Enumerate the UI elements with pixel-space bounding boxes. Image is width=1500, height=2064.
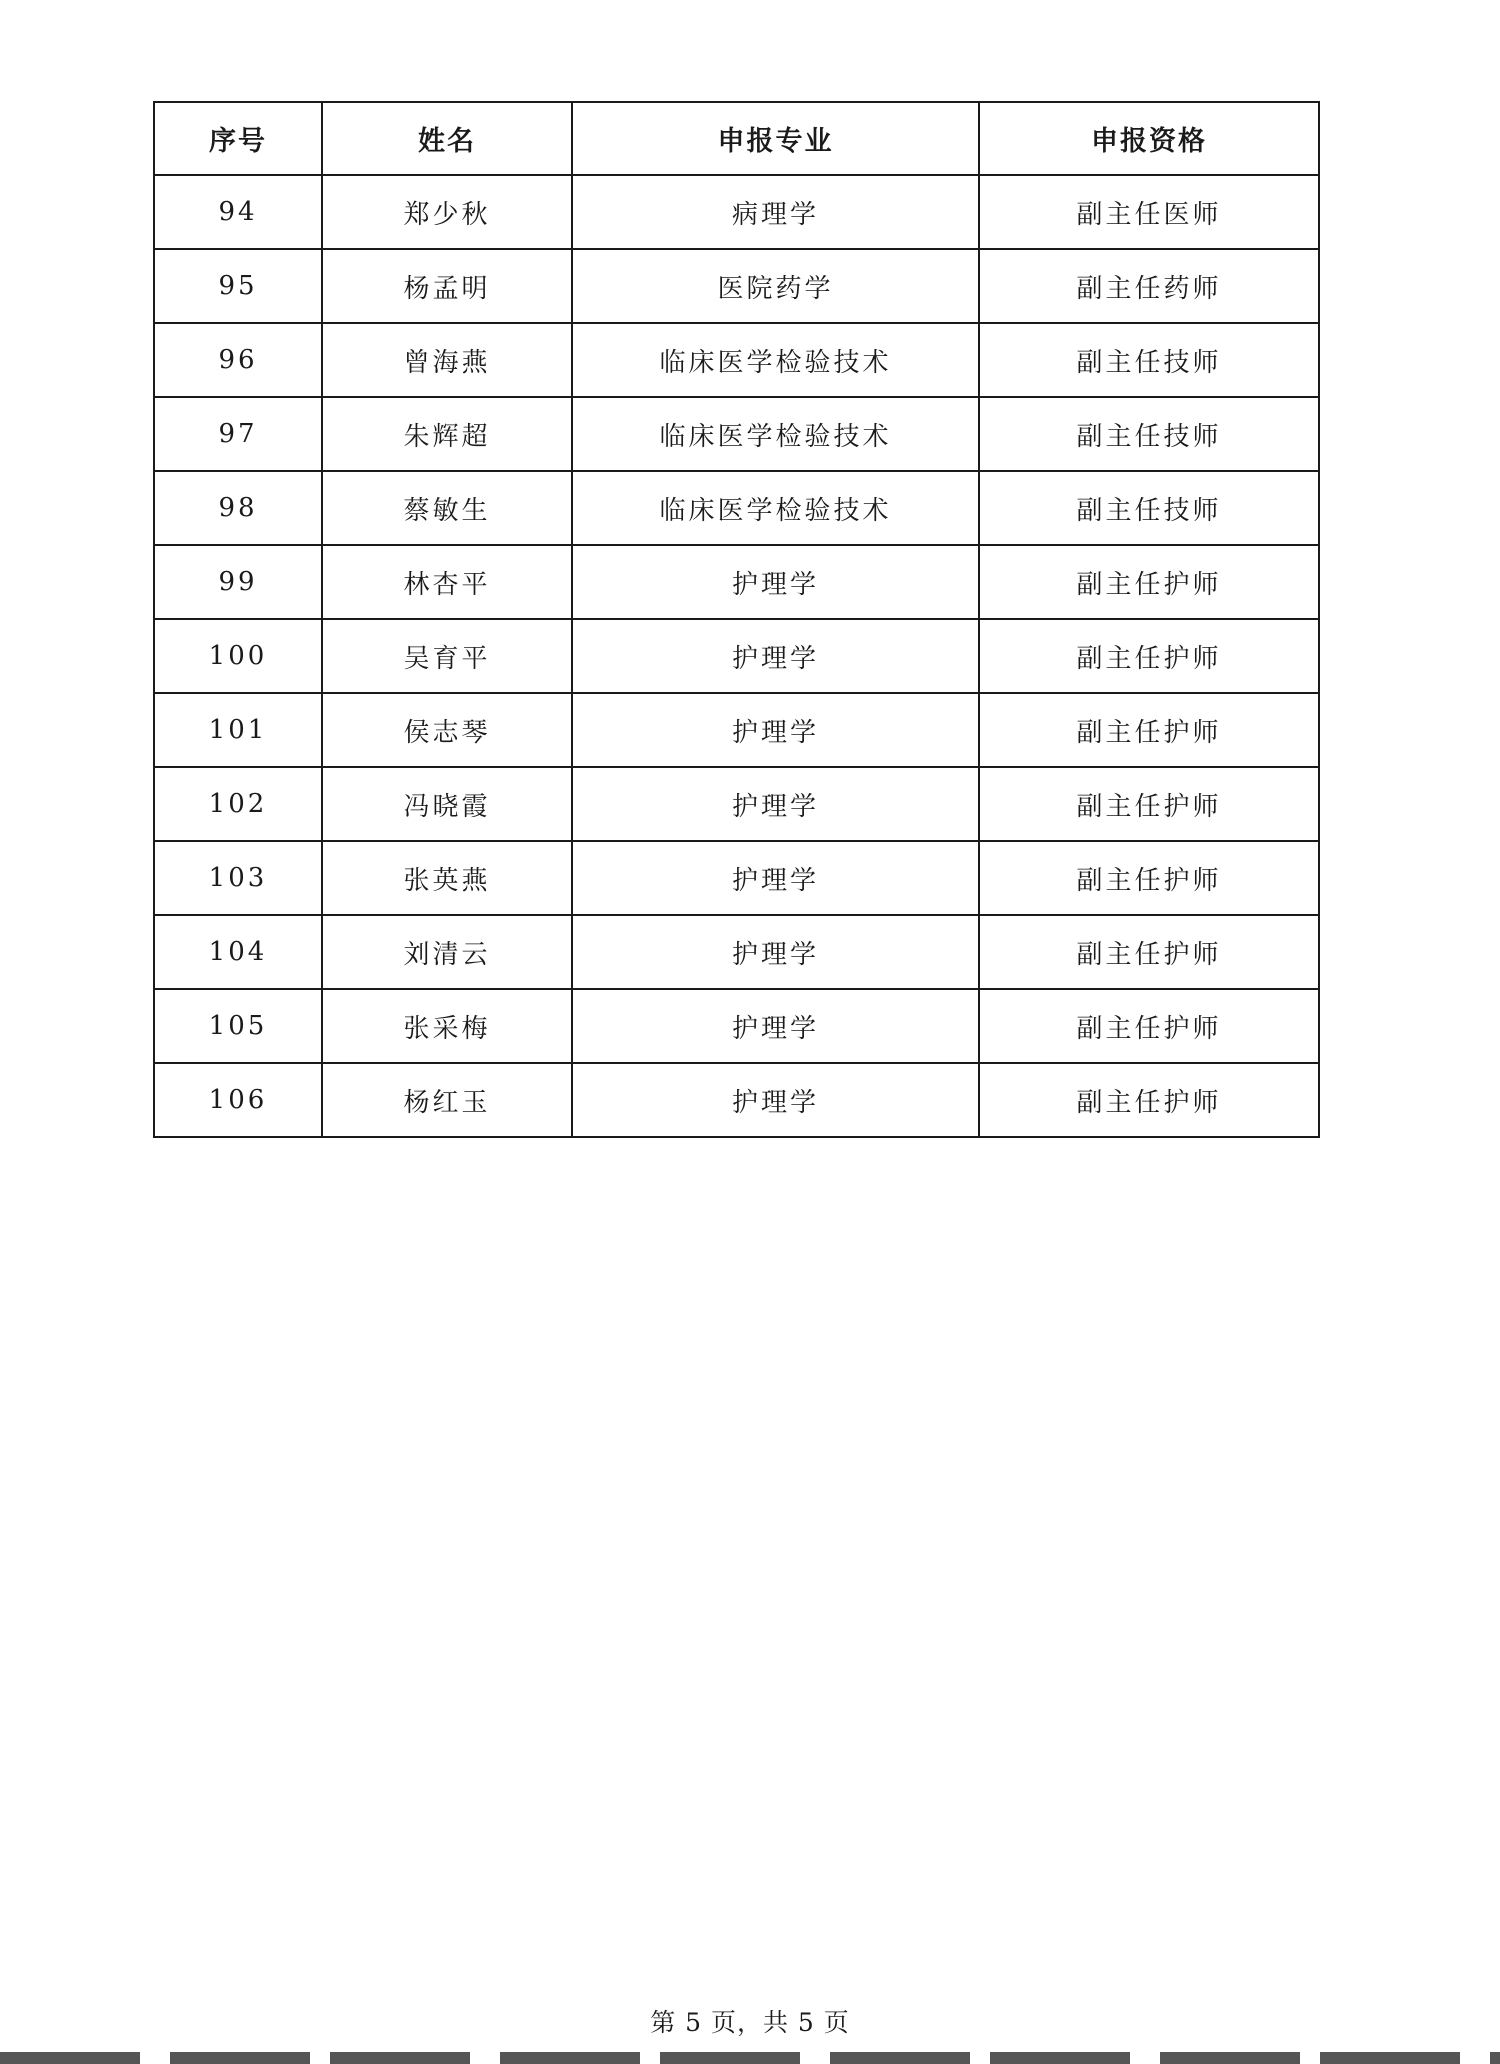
cell-qualification: 副主任护师 [979, 1063, 1319, 1137]
table-row [154, 545, 1319, 619]
cell-qualification: 副主任技师 [979, 323, 1319, 397]
cell-qualification: 副主任技师 [979, 397, 1319, 471]
cell-name: 朱辉超 [322, 397, 572, 471]
table-row [154, 693, 1319, 767]
cell-major: 护理学 [572, 767, 979, 841]
page-number: 第 5 页，共 5 页 [650, 2008, 850, 2037]
cell-name: 张采梅 [322, 989, 572, 1063]
cell-qualification: 副主任护师 [979, 619, 1319, 693]
table-row [154, 915, 1319, 989]
cell-name: 杨红玉 [322, 1063, 572, 1137]
table-row [154, 397, 1319, 471]
table-header [154, 102, 1319, 175]
table-row [154, 619, 1319, 693]
cell-index: 98 [154, 471, 322, 545]
cell-name: 张英燕 [322, 841, 572, 915]
cell-qualification: 副主任护师 [979, 545, 1319, 619]
cell-name: 蔡敏生 [322, 471, 572, 545]
header-qualification: 申报资格 [979, 102, 1319, 175]
cell-name: 侯志琴 [322, 693, 572, 767]
table-row [154, 767, 1319, 841]
cell-name: 刘清云 [322, 915, 572, 989]
cell-name: 吴育平 [322, 619, 572, 693]
header-index: 序号 [154, 102, 322, 175]
cell-qualification: 副主任药师 [979, 249, 1319, 323]
cell-qualification: 副主任医师 [979, 175, 1319, 249]
table-row [154, 1063, 1319, 1137]
cell-major: 病理学 [572, 175, 979, 249]
cell-major: 护理学 [572, 693, 979, 767]
cell-name: 冯晓霞 [322, 767, 572, 841]
cell-name: 杨孟明 [322, 249, 572, 323]
table-row [154, 841, 1319, 915]
cell-major: 医院药学 [572, 249, 979, 323]
cell-index: 97 [154, 397, 322, 471]
cell-qualification: 副主任技师 [979, 471, 1319, 545]
cell-index: 94 [154, 175, 322, 249]
cell-index: 103 [154, 841, 322, 915]
cell-major: 护理学 [572, 841, 979, 915]
cell-index: 100 [154, 619, 322, 693]
cell-qualification: 副主任护师 [979, 841, 1319, 915]
cell-name: 林杏平 [322, 545, 572, 619]
table-row [154, 249, 1319, 323]
cell-major: 护理学 [572, 1063, 979, 1137]
table-body [154, 175, 1319, 1137]
table-row [154, 323, 1319, 397]
cell-major: 临床医学检验技术 [572, 323, 979, 397]
scan-edge-decoration [0, 2052, 1500, 2064]
cell-index: 105 [154, 989, 322, 1063]
table-header-row [154, 102, 1319, 175]
cell-index: 96 [154, 323, 322, 397]
cell-name: 曾海燕 [322, 323, 572, 397]
cell-qualification: 副主任护师 [979, 693, 1319, 767]
cell-index: 102 [154, 767, 322, 841]
cell-index: 104 [154, 915, 322, 989]
cell-major: 临床医学检验技术 [572, 397, 979, 471]
cell-major: 临床医学检验技术 [572, 471, 979, 545]
cell-major: 护理学 [572, 545, 979, 619]
cell-qualification: 副主任护师 [979, 989, 1319, 1063]
table-row [154, 471, 1319, 545]
cell-major: 护理学 [572, 915, 979, 989]
table-row [154, 175, 1319, 249]
table-row [154, 989, 1319, 1063]
cell-index: 101 [154, 693, 322, 767]
qualification-table [153, 101, 1320, 1138]
header-major: 申报专业 [572, 102, 979, 175]
cell-qualification: 副主任护师 [979, 915, 1319, 989]
header-name: 姓名 [322, 102, 572, 175]
cell-name: 郑少秋 [322, 175, 572, 249]
cell-major: 护理学 [572, 619, 979, 693]
cell-qualification: 副主任护师 [979, 767, 1319, 841]
cell-major: 护理学 [572, 989, 979, 1063]
cell-index: 99 [154, 545, 322, 619]
cell-index: 95 [154, 249, 322, 323]
cell-index: 106 [154, 1063, 322, 1137]
